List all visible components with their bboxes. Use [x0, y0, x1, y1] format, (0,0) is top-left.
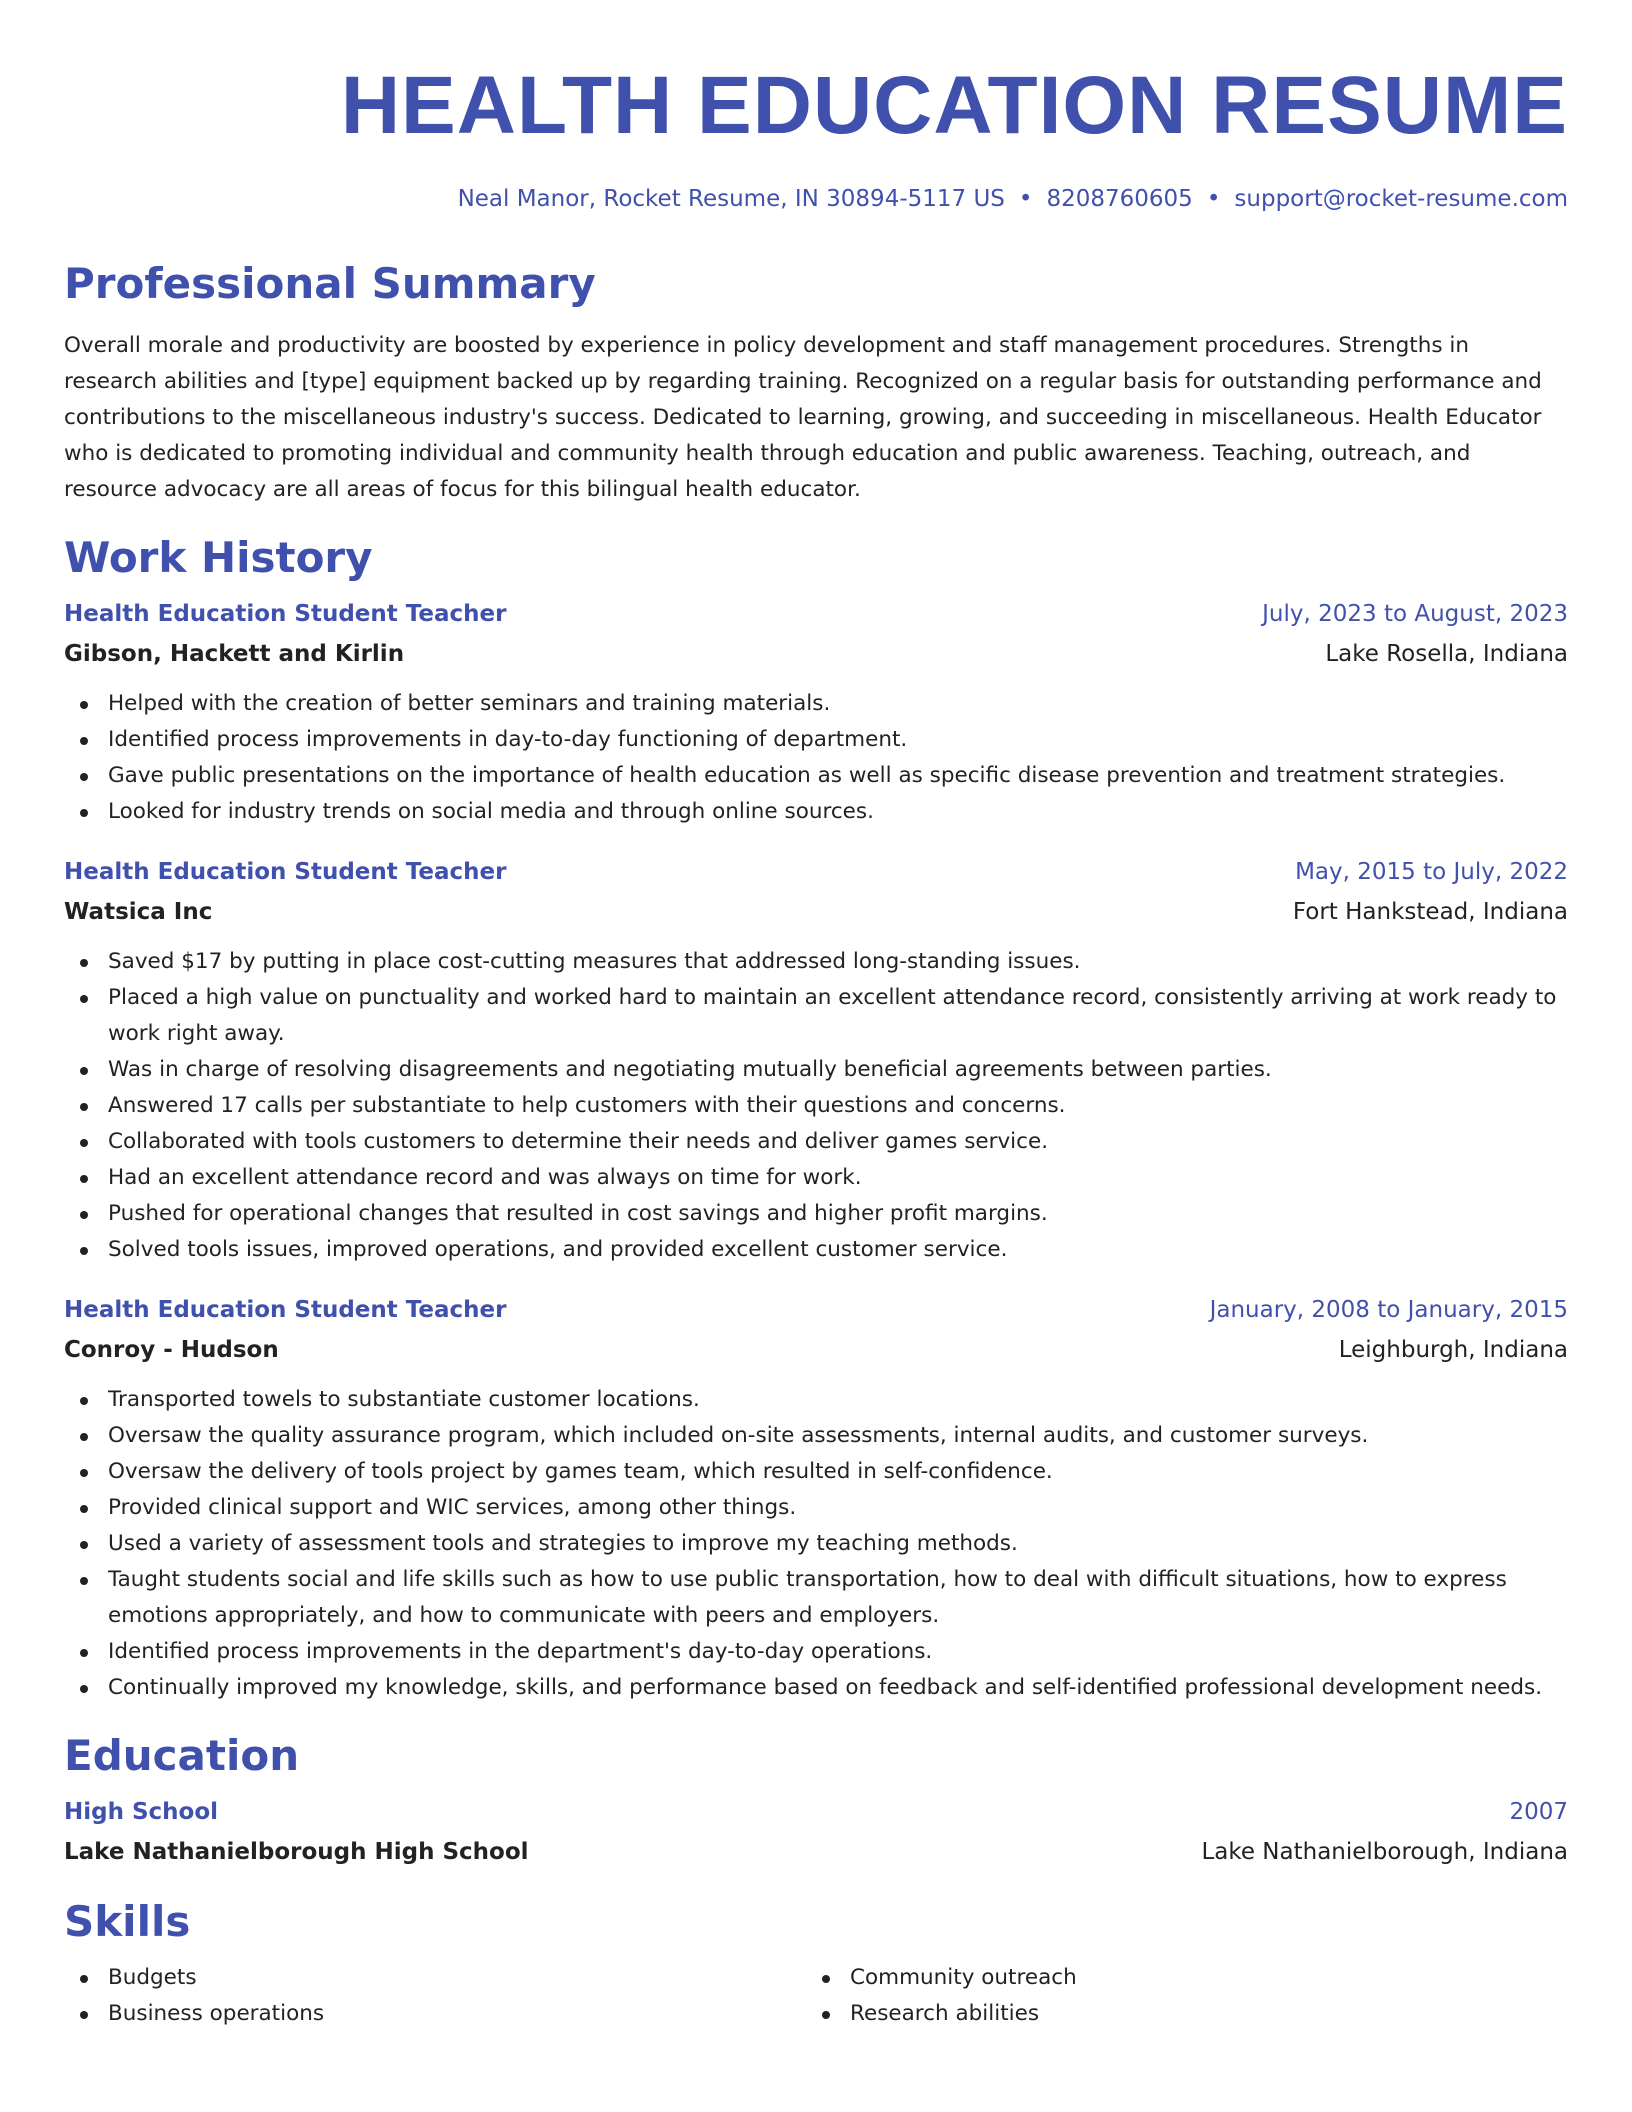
- job-title: Health Education Student Teacher: [64, 601, 507, 627]
- contact-separator: •: [1206, 186, 1221, 212]
- skills-grid: [64, 1960, 1568, 2032]
- contact-separator: •: [1018, 186, 1033, 212]
- summary-heading: Professional Summary: [64, 259, 596, 308]
- job-bullets: [64, 686, 1568, 830]
- job-bullet: Used a variety of assessment tools and strategies to improve my teaching methods.: [64, 1526, 1568, 1562]
- job-dates: May, 2015 to July, 2022: [1295, 859, 1568, 885]
- job-company: Gibson, Hackett and Kirlin: [64, 641, 405, 667]
- job-bullets: [64, 944, 1568, 1268]
- job-bullet: Identified process improvements in the department's day-to-day operations.: [64, 1634, 1568, 1670]
- contact-phone: 8208760605: [1046, 186, 1193, 212]
- education-degree: High School: [64, 1799, 219, 1825]
- job-bullet: Identified process improvements in day-to-day functioning of department.: [64, 722, 1568, 758]
- skill-item: Research abilities: [806, 1996, 1548, 2032]
- skill-item: Business operations: [64, 1996, 806, 2032]
- work-history-heading: Work History: [64, 533, 373, 582]
- job-company: Watsica Inc: [64, 899, 213, 925]
- education-school: Lake Nathanielborough High School: [64, 1839, 529, 1865]
- skill-item: Community outreach: [806, 1960, 1548, 1996]
- job-location: Fort Hankstead, Indiana: [1292, 899, 1568, 925]
- job-entry: [64, 594, 1568, 830]
- job-bullet: Oversaw the quality assurance program, which included on-site assessments, internal audits, and customer surveys.: [64, 1418, 1568, 1454]
- job-bullet: Gave public presentations on the importance of health education as well as specific disease prevention and treatment strategies.: [64, 758, 1568, 794]
- job-bullet: Pushed for operational changes that resulted in cost savings and higher profit margins.: [64, 1196, 1568, 1232]
- job-location: Leighburgh, Indiana: [1338, 1337, 1568, 1363]
- skills-column-right: [806, 1960, 1548, 2032]
- job-bullet: Continually improved my knowledge, skills, and performance based on feedback and self-identified professional development needs.: [64, 1670, 1568, 1706]
- contact-email: support@rocket-resume.com: [1234, 186, 1568, 212]
- job-entry: [64, 1290, 1568, 1706]
- resume-title: HEALTH EDUCATION RESUME: [340, 60, 1568, 151]
- job-bullets: [64, 1382, 1568, 1706]
- job-dates: January, 2008 to January, 2015: [1209, 1297, 1568, 1323]
- skill-item: Budgets: [64, 1960, 806, 1996]
- education-entry: [64, 1792, 1568, 1872]
- job-entry: [64, 852, 1568, 1268]
- contact-address: Neal Manor, Rocket Resume, IN 30894-5117 US: [457, 186, 1005, 212]
- job-location: Lake Rosella, Indiana: [1325, 641, 1568, 667]
- job-bullet: Helped with the creation of better seminars and training materials.: [64, 686, 1568, 722]
- resume-page: [64, 0, 1568, 2032]
- job-company: Conroy - Hudson: [64, 1337, 279, 1363]
- job-bullet: Provided clinical support and WIC services, among other things.: [64, 1490, 1568, 1526]
- job-bullet: Placed a high value on punctuality and worked hard to maintain an excellent attendance record, consistently arriving at work ready to work right away.: [64, 980, 1568, 1052]
- job-bullet: Taught students social and life skills such as how to use public transportation, how to deal with difficult situations, how to express emotions appropriately, and how to communicate with peers and employers.: [64, 1562, 1568, 1634]
- skills-column-left: [64, 1960, 806, 2032]
- job-title: Health Education Student Teacher: [64, 1297, 507, 1323]
- job-title: Health Education Student Teacher: [64, 859, 507, 885]
- job-bullet: Looked for industry trends on social media and through online sources.: [64, 794, 1568, 830]
- job-bullet: Answered 17 calls per substantiate to help customers with their questions and concerns.: [64, 1088, 1568, 1124]
- education-heading: Education: [64, 1731, 300, 1780]
- education-year: 2007: [1509, 1799, 1568, 1825]
- job-dates: July, 2023 to August, 2023: [1262, 601, 1568, 627]
- job-bullet: Transported towels to substantiate customer locations.: [64, 1382, 1568, 1418]
- job-bullet: Oversaw the delivery of tools project by games team, which resulted in self-confidence.: [64, 1454, 1568, 1490]
- job-bullet: Collaborated with tools customers to determine their needs and deliver games service.: [64, 1124, 1568, 1160]
- skills-heading: Skills: [64, 1897, 191, 1946]
- contact-line: [64, 184, 1568, 214]
- job-bullet: Was in charge of resolving disagreements and negotiating mutually beneficial agreements between parties.: [64, 1052, 1568, 1088]
- education-location: Lake Nathanielborough, Indiana: [1201, 1839, 1568, 1865]
- summary-text: Overall morale and productivity are boosted by experience in policy development and staff management procedures. Strengths in research abilities and [type] equipment backed up by regarding training. Recognized on a regular basis for outstanding performance and contributions to the miscellaneous industry's success. Dedicated to learning, growing, and succeeding in miscellaneous. Health Educator who is dedicated to promoting individual and community health through education and public awareness. Teaching, outreach, and resource advocacy are all areas of focus for this bilingual health educator.: [64, 333, 1542, 502]
- job-bullet: Solved tools issues, improved operations, and provided excellent customer service.: [64, 1232, 1568, 1268]
- job-bullet: Saved $17 by putting in place cost-cutting measures that addressed long-standing issues.: [64, 944, 1568, 980]
- job-bullet: Had an excellent attendance record and was always on time for work.: [64, 1160, 1568, 1196]
